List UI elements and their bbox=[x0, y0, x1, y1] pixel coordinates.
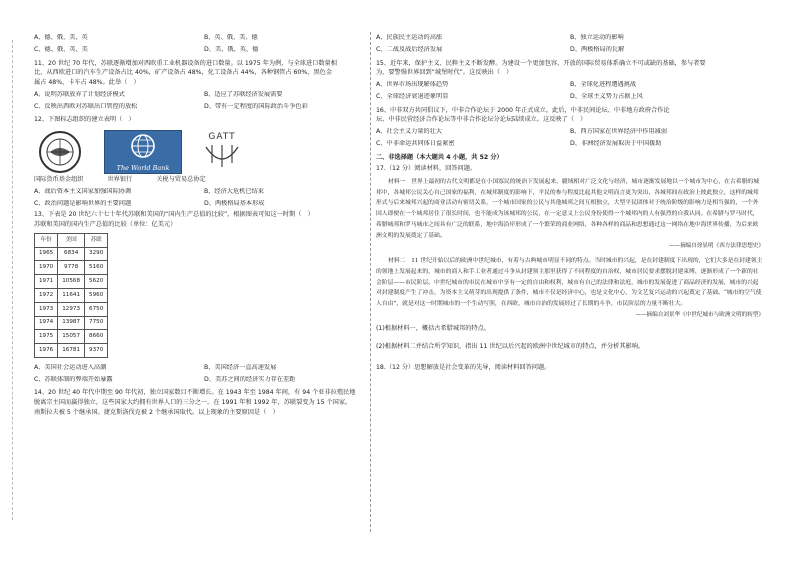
table-cell: 6834 bbox=[58, 247, 85, 261]
table-header: 年份 bbox=[35, 233, 58, 247]
option[interactable]: D、两极格局的瓦解 bbox=[570, 45, 625, 53]
option[interactable]: C、反映出西欧对苏联出口管控的放松 bbox=[34, 102, 138, 110]
q12-options-row1 bbox=[34, 188, 374, 196]
material-two: 材料二 11 世纪开始以后的欧洲中世纪城市，有着与古典城市明显不同的特点。当时城市的兴起，是在封建制度下出现的，它们大多是在封建领主的领地上发展起来的，城市的商人和手工业者通过斗争从封建领主那里获得了不同程度的自治权，城市居民要求摆脱封建束缚，逐渐形成了一个新的社会阶层——市民阶层。中世纪城市的市民在城市中享有一定的自由和权利，城市有自己的法律和法庭，城市的发展促进了商品经济的发展，城市的兴起对封建制度产生了冲击，为资本主义萌芽的出现提供了条件，城市不仅是经济中心，也是文化中心，为文艺复兴运动的兴起奠定了基础。“城市的空气使人自由”，就是对这一时期城市的一个生动写照，在西欧，城市自治的发展经过了长期的斗争，市民阶层的力量不断壮大。 bbox=[376, 258, 763, 308]
q13-options-row2 bbox=[34, 376, 374, 384]
option[interactable]: D、两极格局基本形成 bbox=[204, 199, 265, 207]
table-cell: 8660 bbox=[85, 330, 108, 344]
sub-question: (1)根据材料一，概括古希腊城邦的特点。 bbox=[376, 324, 490, 332]
q15-stem-line: 15、近年来，保护主义、民粹主义不断发酵。为建设一个更加包容、开放的国际贸易体系确立不可或缺的基础，参与者要 bbox=[376, 59, 706, 67]
q14-options-row2 bbox=[376, 46, 764, 54]
q13-options-row1 bbox=[34, 364, 374, 372]
table-cell: 10568 bbox=[58, 275, 85, 289]
option[interactable]: D、美、俄、英、德 bbox=[204, 45, 259, 53]
option[interactable]: A、说明苏联放弃了计划经济模式 bbox=[34, 90, 125, 98]
sub-question: (2)根据材料二并结合所学知识，指出 11 世纪以后兴起的欧洲中世纪城市的特点，并分析其影响。 bbox=[376, 342, 645, 350]
gdp-table bbox=[34, 233, 108, 358]
table-row bbox=[35, 247, 108, 261]
q16-options-row1 bbox=[376, 128, 764, 136]
q11-stem-line: 属占 48%，卡车占 48%。此举（ ） bbox=[34, 79, 140, 86]
option[interactable]: B、经济大危机已结束 bbox=[204, 187, 264, 195]
q11-options-row1 bbox=[34, 91, 374, 99]
gatt-logo-text: GATT bbox=[208, 132, 236, 142]
table-row bbox=[35, 330, 108, 344]
table-cell: 3290 bbox=[85, 247, 108, 261]
option[interactable]: B、全球化进程遭遇挑战 bbox=[570, 81, 637, 88]
option[interactable]: D、非洲经济发展取决于中国援助 bbox=[570, 139, 662, 147]
right-column bbox=[376, 34, 764, 372]
logo-caption: 国际货币基金组织 bbox=[34, 176, 84, 183]
q11-stem-line: 比，从西欧进口的汽车生产设备占比 40%，矿产设备占 48%，化工设备占 44%，各种钢管占 60%，黑色金 bbox=[34, 69, 333, 77]
table-cell: 1973 bbox=[35, 302, 58, 316]
option[interactable]: A、社会主义力量的壮大 bbox=[376, 128, 443, 135]
table-cell: 1965 bbox=[35, 247, 58, 261]
option[interactable]: B、独立运动的影响 bbox=[570, 34, 624, 41]
left-column bbox=[34, 34, 374, 417]
option[interactable]: D、全球主义势力占据上风 bbox=[570, 92, 643, 100]
logo-caption: 世界银行 bbox=[107, 176, 133, 183]
option[interactable]: A、世界市场出现解体趋势 bbox=[376, 81, 449, 88]
world-bank-logo-text: The World Bank bbox=[116, 163, 170, 172]
table-cell: 16781 bbox=[58, 344, 85, 358]
option[interactable]: A、民族民主运动的高涨 bbox=[376, 34, 443, 41]
q13-stem-line: 13、下表是 20 世纪六十七十年代苏联和美国的“国内生产总值的比较”，根据图表可知这一时期（ ） bbox=[34, 211, 314, 219]
table-cell: 7750 bbox=[85, 316, 108, 330]
table-header: 苏联 bbox=[85, 233, 108, 247]
table-header-row bbox=[35, 233, 108, 247]
table-row bbox=[35, 288, 108, 302]
table-row bbox=[35, 275, 108, 289]
source-citation: ——摘编自刘景华《中世纪城市与欧洲文明的转型》 bbox=[635, 311, 764, 318]
table-row bbox=[35, 316, 108, 330]
q11-options-row2 bbox=[34, 103, 374, 111]
table-cell: 12973 bbox=[58, 302, 85, 316]
q15-options-row2 bbox=[376, 93, 764, 101]
table-cell: 1976 bbox=[35, 344, 58, 358]
option[interactable]: C、德、俄、英、美 bbox=[34, 45, 88, 53]
material-one: 材料一 世界上最初的古代文明都是在小国寡民的统治下发展起来，疆域相对广泛文化与经济，城市逐渐发展地以一个城市为中心，在古希腊的城邦中，各城邦公民关心自己国家的福利，在城邦制度的影响下，平民的参与程度比起其他文明而言更为突出，各城邦间在政治上彼此独立，这样的城邦形式与后来城邦兴起的商业活动有密切关系，一个城市国家的公民与其他城邦之间互相独立，大型平民团体对于统治阶级的影响力是相当强的，一个外国人即便在一个城邦居住了很长时间，也不能成为该城邦的公民，在一定意义上公民身份使得一个城邦内的人有强烈的自我认同。在希腊与罗马时代，希腊城邦和罗马城市之间具有广泛的联系，地中海沿岸形成了一个繁荣的商业网络，各种各样的商品和思想通过这一网络在地中海世界传播，为后来欧洲文明的发展奠定了基础。 bbox=[376, 179, 760, 239]
option[interactable]: B、适应了苏联经济发展需要 bbox=[204, 90, 283, 98]
table-row bbox=[35, 344, 108, 358]
option[interactable]: D、带有一定程度的国际政治斗争色彩 bbox=[204, 102, 308, 110]
q15-options-row1 bbox=[376, 81, 764, 89]
logo-caption: 关税与贸易总协定 bbox=[156, 176, 206, 183]
table-cell: 1970 bbox=[35, 261, 58, 275]
q14-options-row1 bbox=[376, 34, 764, 42]
option[interactable]: C、二战及战后经济发展 bbox=[376, 45, 443, 53]
source-citation: ——摘编自徐显明《西方法律思想史》 bbox=[668, 243, 764, 250]
table-row bbox=[35, 261, 108, 275]
option[interactable]: A、德、俄、美、英 bbox=[34, 34, 88, 41]
q17-heading: 17.（12 分）阅读材料，回答问题。 bbox=[376, 165, 477, 173]
q16-stem-line: 16、中非双方共同倡议下，中非合作论坛于 2000 年正式成立。此后，中非民间论坛、中非地方政府合作论 bbox=[376, 106, 670, 114]
logo-group bbox=[34, 130, 374, 174]
table-cell: 1974 bbox=[35, 316, 58, 330]
table-cell: 9778 bbox=[58, 261, 85, 275]
option[interactable]: C、政治问题是影响世界的主要问题 bbox=[34, 199, 132, 207]
section-heading: 二、非选择题（本大题共 4 小题，共 52 分） bbox=[376, 153, 503, 161]
table-cell: 9370 bbox=[85, 344, 108, 358]
table-cell: 11641 bbox=[58, 288, 85, 302]
binding-line bbox=[12, 40, 13, 520]
table-cell: 1972 bbox=[35, 288, 58, 302]
q10-options-row1 bbox=[34, 34, 374, 42]
option[interactable]: C、中非命运共同体日益紧密 bbox=[376, 139, 455, 147]
q10-options-row2 bbox=[34, 46, 374, 54]
q11-stem-line: 11、20 世纪 70 年代，苏联逐渐增加对西欧重工业机器设备的进口数量。以 1975 年为例，与全球进口数量相 bbox=[34, 59, 337, 67]
option[interactable]: C、苏联体制的弊端开始暴露 bbox=[34, 375, 113, 383]
option[interactable]: B、西方国家在世界经济中作用减弱 bbox=[570, 128, 668, 135]
q14-stem-line: 14、20 世纪 40 年代中期至 90 年代初，独立国家数目不断增长。在 1943 年至 1984 年间，有 94 个亚非拉殖民地 bbox=[34, 389, 356, 397]
q16-stem-line: 坛、中非民营经济合作论坛等中非合作论坛分论坛陆续成立。这反映了（ ） bbox=[376, 116, 587, 124]
world-bank-logo-icon bbox=[104, 130, 182, 174]
q16-options-row2 bbox=[376, 140, 764, 148]
table-cell: 1975 bbox=[35, 330, 58, 344]
q15-stem-line: 为，要警惕世界回到“城堡时代”。这反映出（ ） bbox=[376, 69, 513, 77]
table-cell: 15057 bbox=[58, 330, 85, 344]
q12-options-row2 bbox=[34, 200, 374, 208]
table-caption: 苏联和美国的国内生产总值的比较（单位：亿美元） bbox=[34, 221, 177, 228]
option[interactable]: C、全球经济衰退迹象明显 bbox=[376, 92, 449, 100]
q14-stem-line: 脱离宗主国而赢得独立，这些国家大约拥有世界人口的三分之一。在 1991 年和 1992 年，苏联裂变为 15 个国家， bbox=[34, 399, 352, 407]
table-row bbox=[35, 302, 108, 316]
table-header: 美国 bbox=[58, 233, 85, 247]
imf-logo-icon bbox=[34, 130, 86, 174]
option[interactable]: B、美国经济一直高速发展 bbox=[204, 363, 277, 371]
option[interactable]: D、美苏之间的经济实力存在差距 bbox=[204, 375, 296, 383]
q18-heading: 18.（12 分）思想解放是社会变革的先导，阅读材料回答问题。 bbox=[376, 364, 551, 372]
q12-stem: 12、下图标志组织的建立表明（ ） bbox=[34, 116, 135, 124]
table-cell: 5620 bbox=[85, 275, 108, 289]
option[interactable]: B、英、俄、美、德 bbox=[204, 34, 258, 41]
table-cell: 1971 bbox=[35, 275, 58, 289]
q14-stem-line: 南斯拉夫被 5 个继承国。捷克斯洛伐克被 2 个继承国取代。以上现象的主要原因是（ ） bbox=[34, 408, 279, 416]
table-cell: 5160 bbox=[85, 261, 108, 275]
option[interactable]: A、战后资本主义国家加强国际协调 bbox=[34, 187, 132, 195]
option[interactable]: A、美国社会运动进入高潮 bbox=[34, 363, 107, 371]
table-cell: 6750 bbox=[85, 302, 108, 316]
gatt-logo-icon bbox=[200, 132, 244, 174]
table-cell: 13987 bbox=[58, 316, 85, 330]
logo-captions bbox=[34, 176, 374, 184]
table-cell: 5960 bbox=[85, 288, 108, 302]
